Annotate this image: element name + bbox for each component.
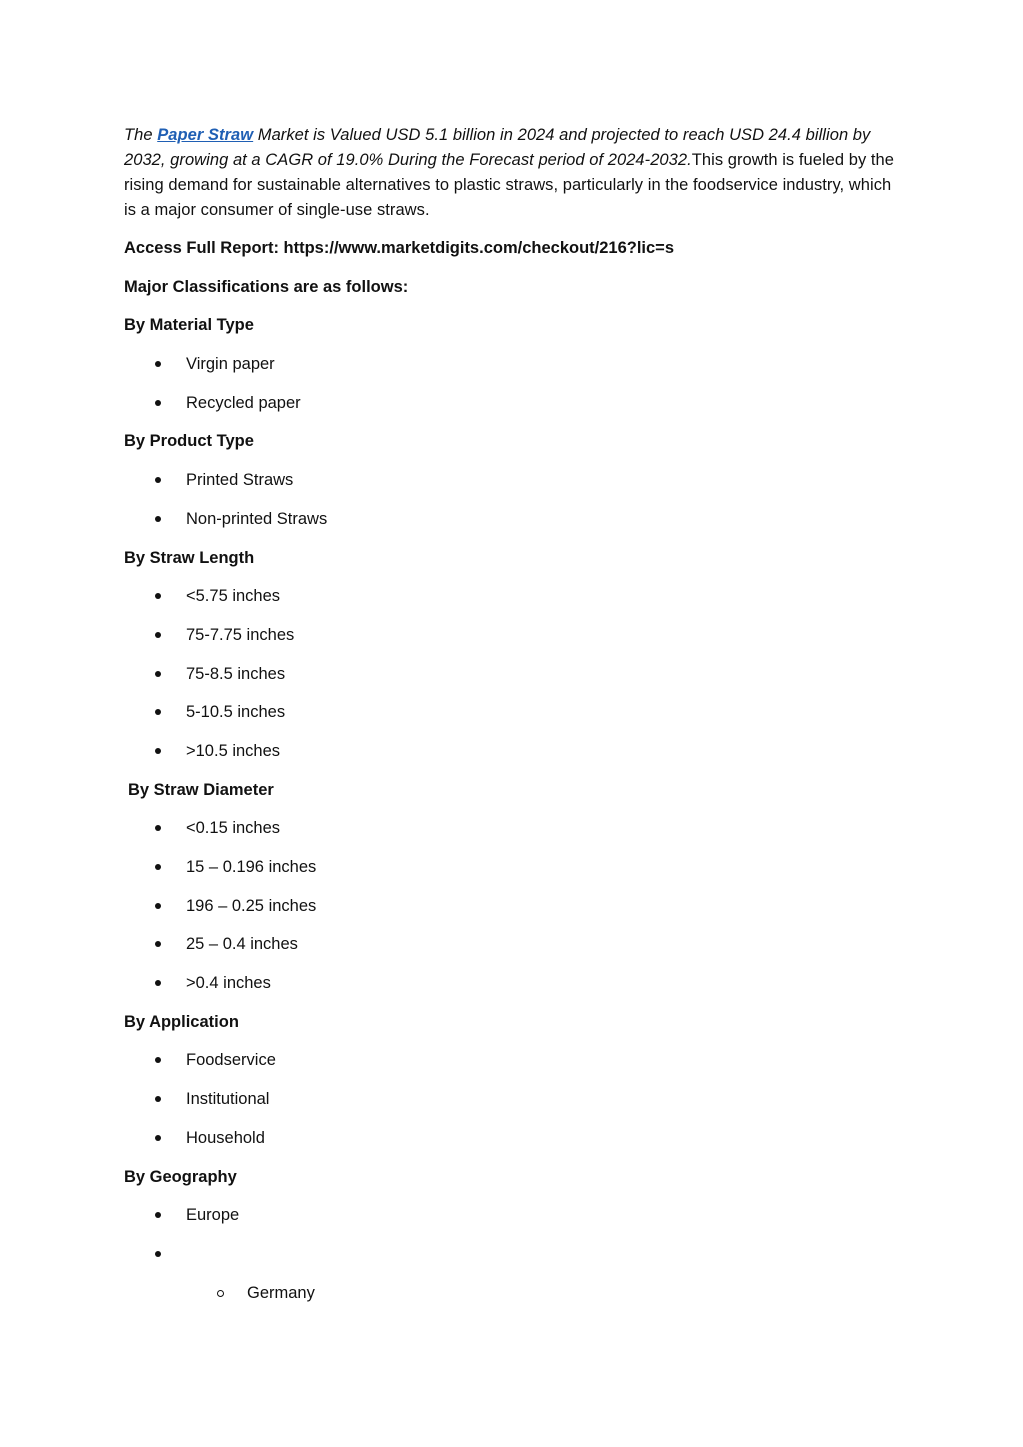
list-item — [124, 345, 894, 384]
bullet-icon — [155, 1057, 161, 1063]
list-item — [124, 925, 894, 964]
list-item-text: 5-10.5 inches — [186, 703, 286, 722]
list-item — [124, 1235, 894, 1274]
list-item — [124, 887, 894, 926]
list-item-text: Household — [186, 1128, 265, 1147]
list-item-text: <5.75 inches — [186, 587, 281, 606]
length-list — [124, 577, 894, 770]
geography-sublist — [124, 1274, 894, 1313]
list-item — [124, 384, 894, 423]
bullet-icon — [155, 903, 161, 909]
list-item-text: Europe — [186, 1206, 240, 1225]
list-item-text: Foodservice — [186, 1051, 276, 1070]
bullet-icon — [155, 593, 161, 599]
list-item — [124, 1196, 894, 1235]
list-item — [124, 964, 894, 1003]
list-item — [124, 1080, 894, 1119]
list-item-text: Recycled paper — [186, 393, 301, 412]
list-item — [124, 809, 894, 848]
intro-paragraph — [124, 123, 894, 223]
section-heading-diameter: By Straw Diameter — [128, 780, 274, 799]
list-item — [124, 616, 894, 655]
access-report-line: Access Full Report: https://www.marketdigits.com/checkout/216?lic=s — [124, 239, 674, 257]
bullet-icon — [155, 1135, 161, 1141]
section-heading-material: By Material Type — [124, 316, 254, 335]
list-item-text: 75-8.5 inches — [186, 664, 286, 683]
list-item — [124, 577, 894, 616]
list-item-text: 75-7.75 inches — [186, 625, 295, 644]
bullet-icon — [155, 941, 161, 947]
geography-list — [124, 1196, 894, 1273]
list-item-text: Printed Straws — [186, 471, 294, 490]
bullet-icon — [155, 400, 161, 406]
list-item — [124, 461, 894, 500]
list-item — [124, 655, 894, 694]
bullet-icon — [155, 1212, 161, 1218]
intro-lead: The — [124, 126, 158, 144]
material-list — [124, 345, 894, 422]
bullet-icon — [155, 1096, 161, 1102]
list-item-text: Non-printed Straws — [186, 509, 328, 528]
document-body — [124, 123, 894, 1312]
classifications-heading: Major Classifications are as follows: — [124, 277, 409, 296]
bullet-icon — [155, 361, 161, 367]
bullet-icon — [155, 477, 161, 483]
section-heading-product: By Product Type — [124, 432, 254, 451]
list-item-text: 196 – 0.25 inches — [186, 896, 317, 915]
hollow-bullet-icon — [217, 1290, 224, 1297]
list-item-text: Institutional — [186, 1090, 270, 1109]
bullet-icon — [155, 864, 161, 870]
bullet-icon — [155, 980, 161, 986]
sub-list-item-text: Germany — [247, 1283, 315, 1302]
bullet-icon — [155, 825, 161, 831]
intro-market-value: Market is Valued USD 5.1 billion in 2024 and projected to reach USD 24.4 billion by 2032, growing at a CAGR of 19.0% During the Forecast period of 2024-2032. — [124, 126, 871, 169]
list-item — [124, 500, 894, 539]
product-list — [124, 461, 894, 538]
list-item — [124, 1041, 894, 1080]
bullet-icon — [155, 671, 161, 677]
list-item-text: Virgin paper — [186, 355, 275, 374]
bullet-icon — [155, 632, 161, 638]
paper-straw-link[interactable]: Paper Straw — [157, 126, 254, 144]
section-heading-length: By Straw Length — [124, 548, 255, 567]
bullet-icon — [155, 516, 161, 522]
section-heading-geography: By Geography — [124, 1167, 237, 1186]
intro-growth-text: This growth is fueled by the rising demand for sustainable alternatives to plastic straws, particularly in the foodservice industry, which is a major consumer of single-use straws. — [124, 151, 895, 219]
bullet-icon — [155, 709, 161, 715]
section-heading-application: By Application — [124, 1012, 239, 1031]
list-item — [124, 732, 894, 771]
application-list — [124, 1041, 894, 1157]
list-item-text: <0.15 inches — [186, 819, 281, 838]
list-item-text: >0.4 inches — [186, 974, 271, 993]
bullet-icon — [155, 1251, 161, 1257]
sub-list-item — [124, 1274, 894, 1313]
list-item-text: >10.5 inches — [186, 741, 281, 760]
list-item-text: 15 – 0.196 inches — [186, 858, 317, 876]
bullet-icon — [155, 748, 161, 754]
diameter-list — [124, 809, 894, 1002]
list-item-text: 25 – 0.4 inches — [186, 935, 298, 954]
list-item — [124, 848, 894, 887]
list-item — [124, 1119, 894, 1158]
list-item — [124, 693, 894, 732]
